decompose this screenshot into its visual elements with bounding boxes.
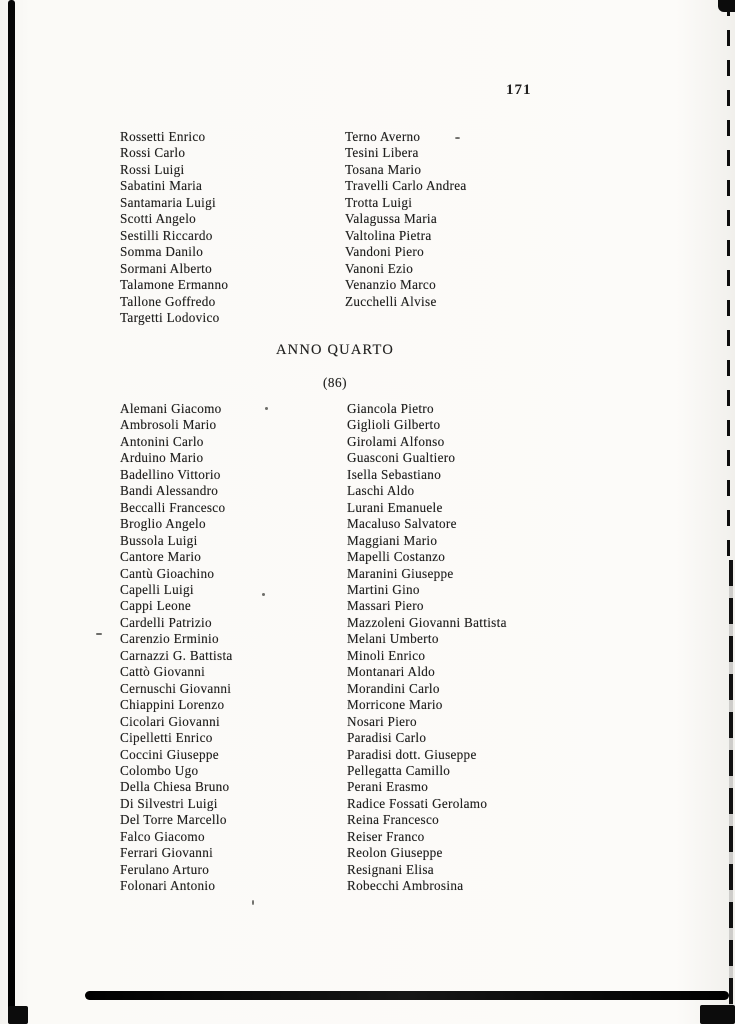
list-item: Sestilli Riccardo: [120, 227, 213, 243]
list-item: Cantù Gioachino: [120, 565, 215, 581]
list-item: Rossi Carlo: [120, 145, 186, 161]
list-item: Alemani Giacomo: [120, 401, 222, 416]
list-item: Laschi Aldo: [347, 483, 415, 499]
list-item: Cicolari Giovanni: [120, 713, 220, 729]
scan-artifact-bottom-left-blob: [8, 1006, 28, 1024]
list-item: Santamaria Luigi: [120, 194, 216, 210]
name-list-bottom-right: [347, 401, 507, 895]
list-item: Tallone Goffredo: [120, 293, 216, 309]
list-item: Pellegatta Camillo: [347, 762, 451, 778]
list-item: Talamone Ermanno: [120, 277, 229, 293]
list-item: Minoli Enrico: [347, 647, 426, 663]
list-item: Coccini Giuseppe: [120, 746, 219, 762]
list-item: Colombo Ugo: [120, 762, 199, 778]
list-item: Cantore Mario: [120, 549, 202, 565]
list-item: Terno Averno: [345, 129, 421, 144]
scan-artifact-right-edge-upper: [727, 0, 730, 560]
name-list-top-left: [120, 129, 228, 326]
list-item: Robecchi Ambrosina: [347, 878, 464, 894]
list-item: Arduino Mario: [120, 450, 204, 466]
list-item: Bandi Alessandro: [120, 483, 219, 499]
list-item: Bussola Luigi: [120, 532, 198, 548]
list-item: Cernuschi Giovanni: [120, 680, 232, 696]
scan-speck: [265, 407, 268, 410]
list-item: Massari Piero: [347, 598, 424, 614]
name-list-top-right: [345, 129, 467, 310]
list-item: Di Silvestri Luigi: [120, 795, 218, 811]
list-item: Targetti Lodovico: [120, 309, 220, 325]
page-number: 171: [506, 82, 532, 98]
list-item: Girolami Alfonso: [347, 433, 445, 449]
list-item: Carenzio Erminio: [120, 631, 219, 647]
list-item: Perani Erasmo: [347, 779, 429, 795]
list-item: Giancola Pietro: [347, 401, 434, 416]
list-item: Sabatini Maria: [120, 178, 203, 194]
scan-speck: [252, 900, 254, 905]
list-item: Montanari Aldo: [347, 664, 436, 680]
scan-artifact-left-edge: [8, 0, 15, 1024]
list-item: Venanzio Marco: [345, 277, 436, 293]
list-item: Mapelli Costanzo: [347, 549, 446, 565]
list-item: Scotti Angelo: [120, 211, 197, 227]
list-item: Paradisi Carlo: [347, 730, 427, 746]
list-item: Vanoni Ezio: [345, 260, 414, 276]
list-item: Resignani Elisa: [347, 861, 434, 877]
list-item: Trotta Luigi: [345, 194, 413, 210]
list-item: Reiser Franco: [347, 828, 425, 844]
list-item: Della Chiesa Bruno: [120, 779, 230, 795]
list-item: Valagussa Maria: [345, 211, 438, 227]
list-item: Tesini Libera: [345, 145, 419, 161]
list-item: Carnazzi G. Battista: [120, 647, 233, 663]
list-item: Reina Francesco: [347, 812, 440, 828]
list-item: Cipelletti Enrico: [120, 730, 213, 746]
section-title: ANNO QUARTO: [276, 342, 394, 358]
scan-artifact-bottom-right-blob: [700, 1005, 735, 1024]
list-item: Ferulano Arturo: [120, 861, 210, 877]
list-item: Cattò Giovanni: [120, 664, 206, 680]
list-item: Folonari Antonio: [120, 878, 216, 894]
list-item: Falco Giacomo: [120, 828, 205, 844]
list-item: Rossi Luigi: [120, 161, 185, 177]
list-item: Guasconi Gualtiero: [347, 450, 456, 466]
list-item: Capelli Luigi: [120, 581, 194, 597]
list-item: Badellino Vittorio: [120, 466, 221, 482]
list-item: Cardelli Patrizio: [120, 614, 212, 630]
list-item: Morricone Mario: [347, 697, 443, 713]
list-item: Cappi Leone: [120, 598, 192, 614]
list-item: Macaluso Salvatore: [347, 516, 457, 532]
list-item: Martini Gino: [347, 581, 420, 597]
section-count: (86): [323, 375, 347, 390]
scan-speck: [262, 593, 265, 596]
scan-artifact-top-right-corner: [718, 0, 735, 12]
list-item: Morandini Carlo: [347, 680, 440, 696]
list-item: Antonini Carlo: [120, 433, 204, 449]
list-item: Reolon Giuseppe: [347, 845, 443, 861]
list-item: Sormani Alberto: [120, 260, 213, 276]
list-item: Del Torre Marcello: [120, 812, 227, 828]
list-item: Isella Sebastiano: [347, 466, 442, 482]
list-item: Lurani Emanuele: [347, 499, 443, 515]
scan-artifact-right-edge-lower: [729, 560, 733, 1024]
list-item: Melani Umberto: [347, 631, 439, 647]
list-item: Maranini Giuseppe: [347, 565, 454, 581]
list-item: Somma Danilo: [120, 244, 204, 260]
list-item: Chiappini Lorenzo: [120, 697, 225, 713]
list-item: Ferrari Giovanni: [120, 845, 214, 861]
list-item: Maggiani Mario: [347, 532, 438, 548]
list-item: Mazzoleni Giovanni Battista: [347, 614, 507, 630]
list-item: Valtolina Pietra: [345, 227, 432, 243]
list-item: Ambrosoli Mario: [120, 417, 217, 433]
list-item: Radice Fossati Gerolamo: [347, 795, 488, 811]
list-item: Giglioli Gilberto: [347, 417, 441, 433]
list-item: Travelli Carlo Andrea: [345, 178, 467, 194]
list-item: Paradisi dott. Giuseppe: [347, 746, 477, 762]
scan-artifact-bottom-bar: [85, 991, 729, 1000]
name-list-bottom-left: [120, 401, 233, 895]
list-item: Tosana Mario: [345, 161, 422, 177]
list-item: Beccalli Francesco: [120, 499, 226, 515]
list-item: Nosari Piero: [347, 713, 417, 729]
list-item: Vandoni Piero: [345, 244, 424, 260]
scan-speck: [96, 633, 102, 635]
list-item: Zucchelli Alvise: [345, 293, 437, 309]
list-item: Broglio Angelo: [120, 516, 206, 532]
list-item: Rossetti Enrico: [120, 129, 206, 144]
